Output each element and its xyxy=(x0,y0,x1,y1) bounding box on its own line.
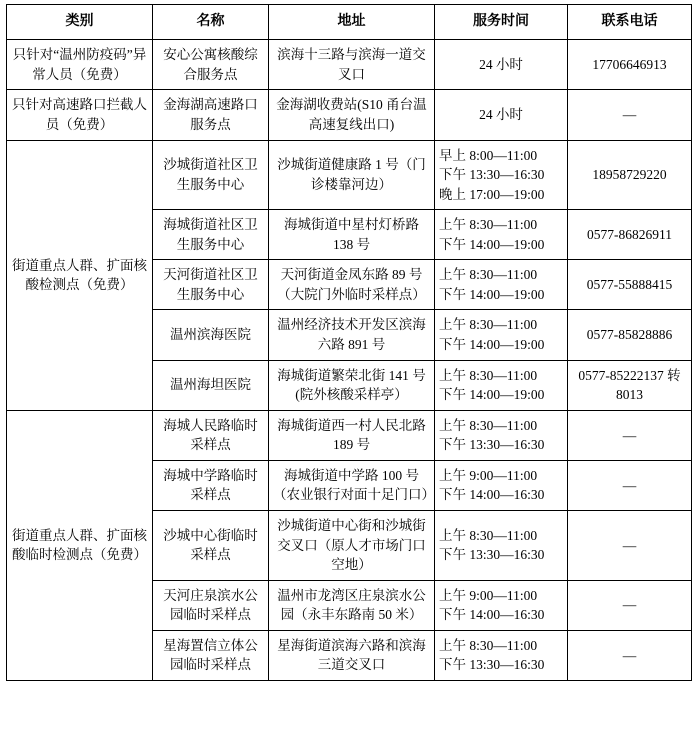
cell-address: 沙城街道健康路 1 号（门诊楼靠河边） xyxy=(269,140,435,210)
table-row xyxy=(7,140,692,210)
testing-sites-table xyxy=(6,4,692,681)
service-hours-line: 上午 9:00—11:00 xyxy=(439,587,538,603)
cell-address: 海城街道中星村灯桥路 138 号 xyxy=(269,210,435,260)
cell-phone: — xyxy=(568,410,692,460)
service-hours-line: 24 小时 xyxy=(479,107,523,123)
header-address: 地址 xyxy=(269,5,435,40)
service-hours-line: 上午 8:30—11:00 xyxy=(439,267,538,283)
cell-site-name: 沙城街道社区卫生服务中心 xyxy=(153,140,269,210)
service-hours-line: 上午 8:30—11:00 xyxy=(439,367,538,383)
cell-service-hours xyxy=(435,310,568,360)
cell-category: 只针对高速路口拦截人员（免费） xyxy=(7,90,153,140)
header-name: 名称 xyxy=(153,5,269,40)
service-hours-line: 下午 14:00—16:30 xyxy=(439,487,545,503)
cell-service-hours xyxy=(435,40,568,90)
cell-site-name: 温州滨海医院 xyxy=(153,310,269,360)
table-header xyxy=(7,5,692,40)
cell-phone: — xyxy=(568,90,692,140)
service-hours-line: 下午 14:00—19:00 xyxy=(439,337,545,353)
cell-site-name: 金海湖高速路口服务点 xyxy=(153,90,269,140)
service-hours-line: 上午 9:00—11:00 xyxy=(439,467,538,483)
cell-phone: 0577-86826911 xyxy=(568,210,692,260)
cell-address: 海城街道西一村人民北路 189 号 xyxy=(269,410,435,460)
cell-address: 海城街道中学路 100 号（农业银行对面十足门口） xyxy=(269,460,435,510)
cell-address: 沙城街道中心街和沙城街交叉口（原人才市场门口空地） xyxy=(269,510,435,580)
service-hours-line: 下午 13:30—16:30 xyxy=(439,167,545,183)
cell-service-hours xyxy=(435,360,568,410)
service-hours-line: 下午 14:00—19:00 xyxy=(439,236,545,252)
service-hours-line: 上午 8:30—11:00 xyxy=(439,217,538,233)
table-row xyxy=(7,410,692,460)
cell-service-hours xyxy=(435,210,568,260)
cell-address: 温州市龙湾区庄泉滨水公园（永丰东路南 50 米） xyxy=(269,580,435,630)
service-hours-line: 下午 14:00—16:30 xyxy=(439,607,545,623)
table-row xyxy=(7,90,692,140)
cell-site-name: 海城人民路临时采样点 xyxy=(153,410,269,460)
cell-service-hours xyxy=(435,460,568,510)
cell-service-hours xyxy=(435,90,568,140)
service-hours-line: 下午 13:30—16:30 xyxy=(439,437,545,453)
cell-site-name: 天河街道社区卫生服务中心 xyxy=(153,260,269,310)
cell-address: 滨海十三路与滨海一道交叉口 xyxy=(269,40,435,90)
cell-service-hours xyxy=(435,260,568,310)
service-hours-line: 晚上 17:00—19:00 xyxy=(439,186,545,202)
cell-phone: 18958729220 xyxy=(568,140,692,210)
cell-site-name: 天河庄泉滨水公园临时采样点 xyxy=(153,580,269,630)
table-body xyxy=(7,40,692,681)
cell-site-name: 温州海坦医院 xyxy=(153,360,269,410)
table-row xyxy=(7,40,692,90)
cell-site-name: 海城街道社区卫生服务中心 xyxy=(153,210,269,260)
cell-phone: — xyxy=(568,460,692,510)
cell-category: 街道重点人群、扩面核酸检测点（免费） xyxy=(7,140,153,410)
cell-phone: — xyxy=(568,510,692,580)
cell-phone: — xyxy=(568,580,692,630)
cell-address: 海城街道繁荣北街 141 号(院外核酸采样亭） xyxy=(269,360,435,410)
service-hours-line: 下午 14:00—19:00 xyxy=(439,387,545,403)
service-hours-line: 下午 14:00—19:00 xyxy=(439,286,545,302)
service-hours-line: 早上 8:00—11:00 xyxy=(439,147,538,163)
cell-category: 街道重点人群、扩面核酸临时检测点（免费） xyxy=(7,410,153,680)
cell-address: 温州经济技术开发区滨海六路 891 号 xyxy=(269,310,435,360)
cell-service-hours xyxy=(435,630,568,680)
cell-service-hours xyxy=(435,410,568,460)
cell-address: 金海湖收费站(S10 甬台温高速复线出口) xyxy=(269,90,435,140)
service-hours-line: 上午 8:30—11:00 xyxy=(439,527,538,543)
cell-site-name: 海城中学路临时采样点 xyxy=(153,460,269,510)
cell-address: 天河街道金凤东路 89 号（大院门外临时采样点） xyxy=(269,260,435,310)
service-hours-line: 上午 8:30—11:00 xyxy=(439,417,538,433)
cell-phone: 0577-55888415 xyxy=(568,260,692,310)
header-phone: 联系电话 xyxy=(568,5,692,40)
service-hours-line: 上午 8:30—11:00 xyxy=(439,637,538,653)
cell-address: 星海街道滨海六路和滨海三道交叉口 xyxy=(269,630,435,680)
cell-site-name: 沙城中心街临时采样点 xyxy=(153,510,269,580)
cell-phone: 0577-85222137 转 8013 xyxy=(568,360,692,410)
service-hours-line: 下午 13:30—16:30 xyxy=(439,657,545,673)
service-hours-line: 下午 13:30—16:30 xyxy=(439,547,545,563)
cell-service-hours xyxy=(435,510,568,580)
cell-service-hours xyxy=(435,140,568,210)
header-service-hours: 服务时间 xyxy=(435,5,568,40)
service-hours-line: 上午 8:30—11:00 xyxy=(439,317,538,333)
cell-phone: — xyxy=(568,630,692,680)
cell-phone: 17706646913 xyxy=(568,40,692,90)
cell-service-hours xyxy=(435,580,568,630)
cell-site-name: 星海置信立体公园临时采样点 xyxy=(153,630,269,680)
cell-site-name: 安心公寓核酸综合服务点 xyxy=(153,40,269,90)
cell-phone: 0577-85828886 xyxy=(568,310,692,360)
header-row xyxy=(7,5,692,40)
header-category: 类别 xyxy=(7,5,153,40)
service-hours-line: 24 小时 xyxy=(479,57,523,73)
cell-category: 只针对“温州防疫码”异常人员（免费） xyxy=(7,40,153,90)
